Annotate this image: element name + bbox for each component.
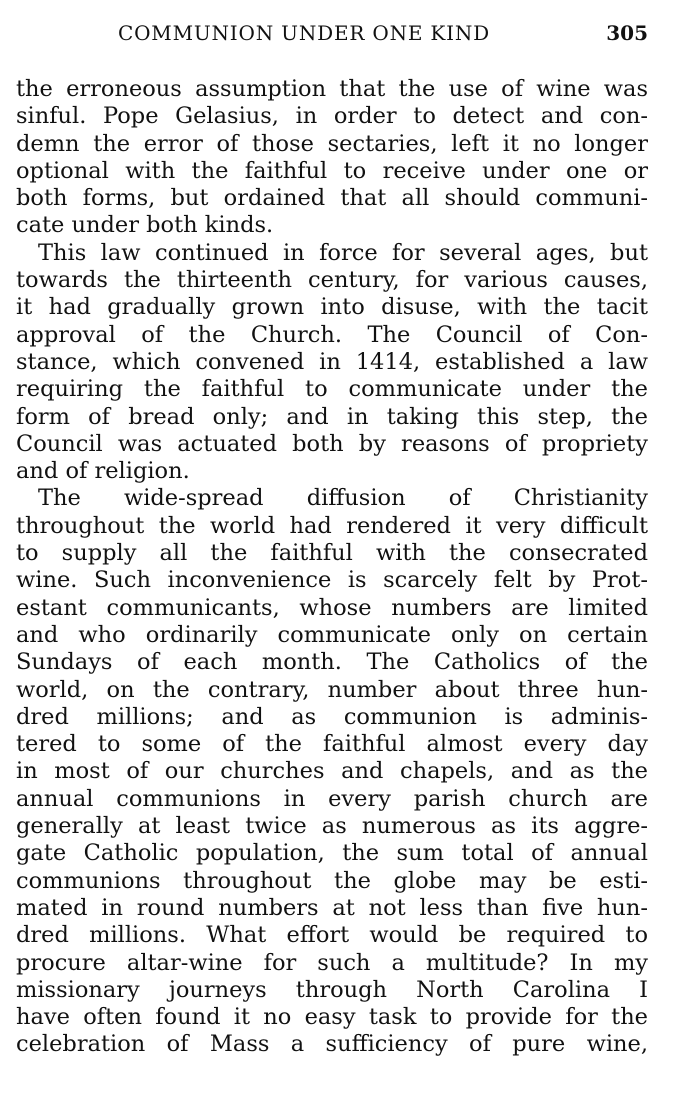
text-line: annual communions in every parish church are [16,785,648,812]
text-line: missionary journeys through North Carolina I [16,976,648,1003]
text-line: communions throughout the globe may be esti- [16,867,648,894]
text-line: the erroneous assumption that the use of wine was [16,76,648,102]
paragraph [16,76,648,240]
text-line: approval of the Church. The Council of Con- [16,321,648,348]
text-line: celebration of Mass a sufficiency of pure wine, [16,1031,648,1058]
page-number: 305 [606,21,648,45]
paragraph [16,240,648,486]
text-line: This law continued in force for several ages, but [38,239,648,266]
text-line: procure altar-wine for such a multitude? In my [16,949,648,976]
paragraph [16,485,648,1058]
text-line: and who ordinarily communicate only on certain [16,621,648,648]
running-title: COMMUNION UNDER ONE KIND [118,21,491,45]
text-line: estant communicants, whose numbers are limited [16,594,648,621]
text-line: mated in round numbers at not less than five hun- [16,894,648,921]
text-line: to supply all the faithful with the consecrated [16,540,648,567]
body-text [16,76,648,1059]
text-line: gate Catholic population, the sum total of annual [16,840,648,867]
text-line: The wide-spread diffusion of Christianity [38,485,648,512]
text-line: both forms, but ordained that all should communi- [16,185,648,212]
text-line: tered to some of the faithful almost every day [16,731,648,758]
text-line: dred millions. What effort would be required to [16,922,648,949]
text-line: throughout the world had rendered it very difficult [16,512,648,539]
book-page [16,0,648,1101]
text-line: have often found it no easy task to provide for the [16,1004,648,1031]
text-line: dred millions; and as communion is adminis- [16,703,648,730]
text-line: world, on the contrary, number about three hun- [16,676,648,703]
text-line: stance, which convened in 1414, established a law [16,348,648,375]
text-line: sinful. Pope Gelasius, in order to detect and con- [16,103,648,130]
text-line: generally at least twice as numerous as its aggre- [16,813,648,840]
text-line: it had gradually grown into disuse, with the tacit [16,294,648,321]
text-line: in most of our churches and chapels, and as the [16,758,648,785]
text-line: Council was actuated both by reasons of propriety [16,430,648,457]
text-line: optional with the faithful to receive under one or [16,157,648,184]
text-line: demn the error of those sectaries, left it no longer [16,130,648,157]
text-line: requiring the faithful to communicate under the [16,376,648,403]
text-line: towards the thirteenth century, for various causes, [16,267,648,294]
text-line: Sundays of each month. The Catholics of the [16,649,648,676]
text-line: and of religion. [16,458,190,485]
text-line: form of bread only; and in taking this step, the [16,403,648,430]
page-header [16,16,648,50]
text-line: cate under both kinds. [16,212,274,239]
text-line: wine. Such inconvenience is scarcely felt by Prot- [16,567,648,594]
